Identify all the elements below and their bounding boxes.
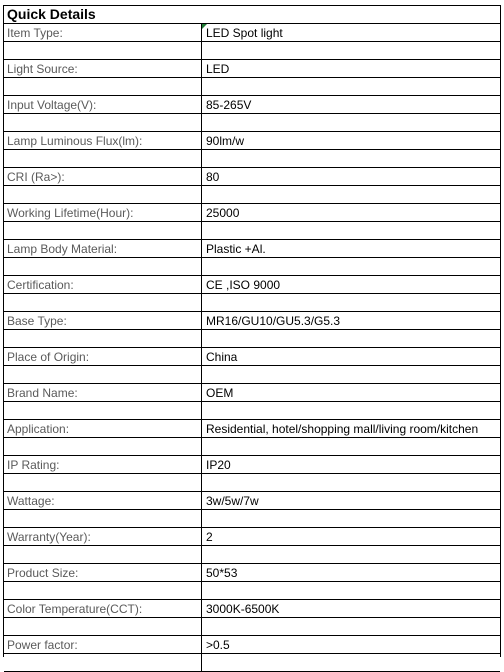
table-row (4, 312, 500, 348)
row-value: Residential, hotel/shopping mall/living room/kitchen (206, 422, 479, 436)
column-divider (201, 420, 202, 456)
row-inner-gridline (4, 473, 500, 474)
column-divider (201, 528, 202, 564)
row-value: 25000 (206, 206, 240, 220)
row-inner-gridline (4, 653, 500, 654)
row-label: Base Type: (7, 314, 67, 328)
table-row (4, 420, 500, 456)
row-value: >0.5 (206, 638, 230, 652)
row-value: 85-265V (206, 98, 252, 112)
row-inner-gridline (4, 617, 500, 618)
row-label: Input Voltage(V): (7, 98, 97, 112)
table-row (4, 600, 500, 636)
table-row (4, 564, 500, 600)
row-label: Color Temperature(CCT): (7, 602, 143, 616)
row-inner-gridline (4, 329, 500, 330)
column-divider (201, 564, 202, 600)
row-inner-gridline (4, 293, 500, 294)
row-label: Power factor: (7, 638, 78, 652)
row-value: 3w/5w/7w (206, 494, 259, 508)
row-value: 90lm/w (206, 134, 245, 148)
quick-details-table (3, 5, 501, 657)
row-label: Certification: (7, 278, 74, 292)
column-divider (201, 168, 202, 204)
table-row (4, 636, 500, 672)
row-label: Wattage: (7, 494, 55, 508)
column-divider (201, 276, 202, 312)
table-row (4, 96, 500, 132)
row-label: Place of Origin: (7, 350, 90, 364)
row-value: CE ,ISO 9000 (206, 278, 281, 292)
column-divider (201, 312, 202, 348)
row-inner-gridline (4, 581, 500, 582)
column-divider (201, 60, 202, 96)
row-value: IP20 (206, 458, 231, 472)
table-row (4, 240, 500, 276)
column-divider (201, 600, 202, 636)
table-row (4, 60, 500, 96)
row-label: Product Size: (7, 566, 79, 580)
row-value: Plastic +Al. (206, 242, 266, 256)
row-inner-gridline (4, 437, 500, 438)
row-label: Light Source: (7, 62, 78, 76)
row-label: Lamp Body Material: (7, 242, 118, 256)
column-divider (201, 204, 202, 240)
column-divider (201, 348, 202, 384)
table-row (4, 204, 500, 240)
row-value: LED (206, 62, 230, 76)
table-row (4, 168, 500, 204)
row-value: OEM (206, 386, 234, 400)
column-divider (201, 636, 202, 672)
row-label: Application: (7, 422, 70, 436)
row-label: CRI (Ra>): (7, 170, 65, 184)
column-divider (201, 384, 202, 420)
row-label: Item Type: (7, 26, 63, 40)
row-inner-gridline (4, 149, 500, 150)
row-label: IP Rating: (7, 458, 60, 472)
row-inner-gridline (4, 113, 500, 114)
column-divider (201, 240, 202, 276)
row-inner-gridline (4, 365, 500, 366)
table-title: Quick Details (4, 6, 500, 24)
table-row (4, 456, 500, 492)
column-divider (201, 24, 202, 60)
table-row (4, 492, 500, 528)
table-row (4, 384, 500, 420)
row-value: MR16/GU10/GU5.3/G5.3 (206, 314, 341, 328)
column-divider (201, 492, 202, 528)
row-value: 80 (206, 170, 220, 184)
row-inner-gridline (4, 545, 500, 546)
row-label: Brand Name: (7, 386, 78, 400)
row-value: 3000K-6500K (206, 602, 280, 616)
row-value: China (206, 350, 238, 364)
row-label: Lamp Luminous Flux(lm): (7, 134, 143, 148)
row-value: LED Spot light (206, 26, 283, 40)
row-value: 2 (206, 530, 213, 544)
row-inner-gridline (4, 77, 500, 78)
column-divider (201, 96, 202, 132)
row-inner-gridline (4, 401, 500, 402)
row-inner-gridline (4, 257, 500, 258)
row-value: 50*53 (206, 566, 238, 580)
row-inner-gridline (4, 185, 500, 186)
row-label: Warranty(Year): (7, 530, 91, 544)
row-inner-gridline (4, 221, 500, 222)
row-inner-gridline (4, 41, 500, 42)
table-row (4, 132, 500, 168)
column-divider (201, 456, 202, 492)
row-label: Working Lifetime(Hour): (7, 206, 134, 220)
table-row (4, 348, 500, 384)
table-row (4, 24, 500, 60)
row-inner-gridline (4, 509, 500, 510)
table-row (4, 276, 500, 312)
table-row (4, 528, 500, 564)
column-divider (201, 132, 202, 168)
